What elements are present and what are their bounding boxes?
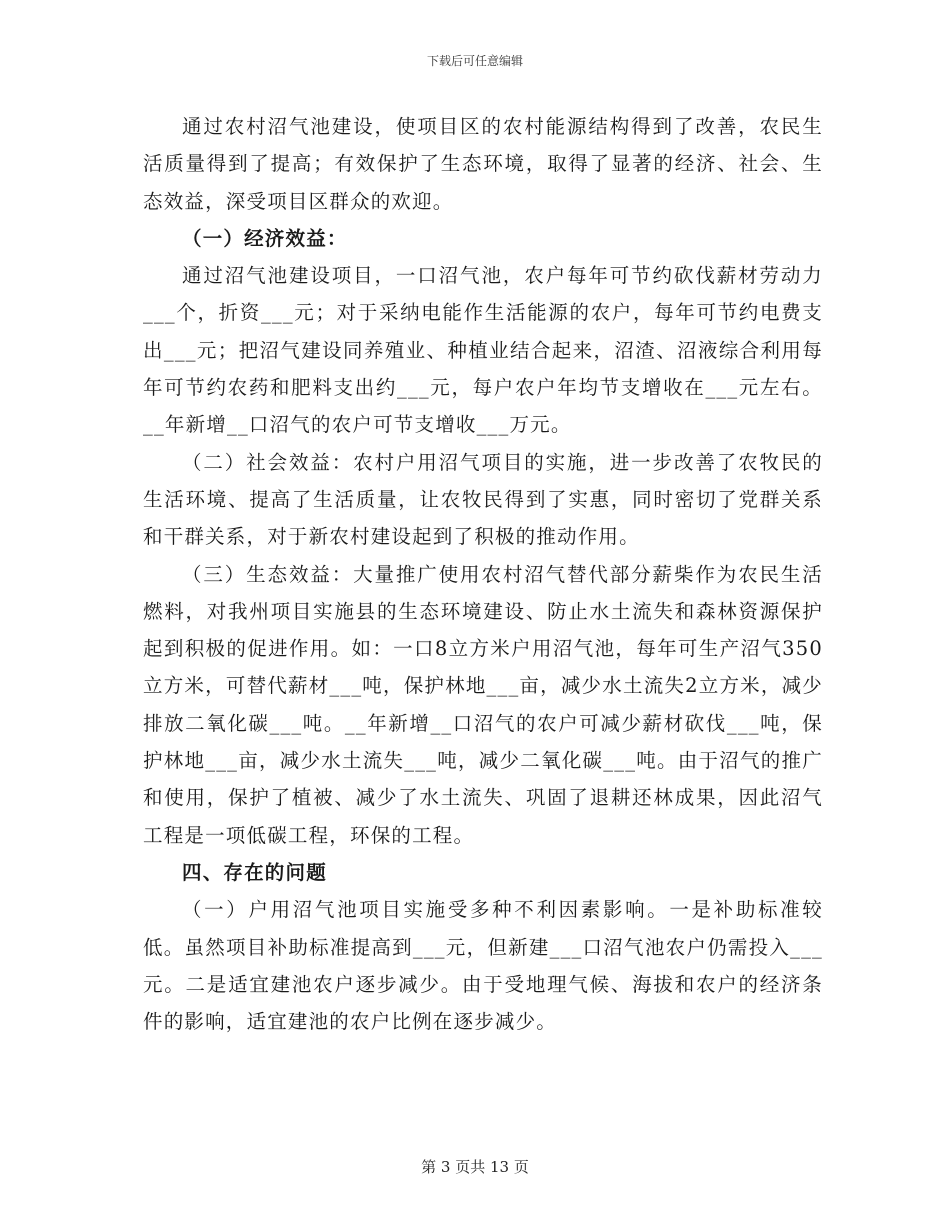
paragraph-ecological: （三）生态效益：大量推广使用农村沼气替代部分薪柴作为农民生活燃料，对我州项目实施县的生态环境建设、防止水土流失和森林资源保护起到积极的促进作用。如：一口8立方米户用沼气池，每年可生产沼气350立方米，可替代薪材___吨，保护林地___亩，减少水土流失2立方米，减少排放二氧化碳___吨。__年新增__口沼气的农户可减少薪材砍伐___吨，保护林地___亩，减少水土流失___吨，减少二氧化碳___吨。由于沼气的推广和使用，保护了植被、减少了水土流失、巩固了退耕还林成果，因此沼气工程是一项低碳工程，环保的工程。: [143, 562, 823, 847]
section-heading-economic: （一）经济效益：: [182, 226, 348, 250]
page-number: 第 3 页共 13 页: [421, 1158, 529, 1176]
paragraph-intro: 通过农村沼气池建设，使项目区的农村能源结构得到了改善，农民生活质量得到了提高；有效保护了生态环境，取得了显著的经济、社会、生态效益，深受项目区群众的欢迎。: [143, 115, 823, 213]
paragraph-economic: 通过沼气池建设项目，一口沼气池，农户每年可节约砍伐薪材劳动力___个，折资___元；对于采纳电能作生活能源的农户，每年可节约电费支出___元；把沼气建设同养殖业、种植业结合起来，沼渣、沼液综合利用每年可节约农药和肥料支出约___元，每户农户年均节支增收在___元左右。__年新增__口沼气的农户可节支增收___万元。: [143, 264, 823, 437]
paragraph-social: （二）社会效益：农村户用沼气项目的实施，进一步改善了农牧民的生活环境、提高了生活质量，让农牧民得到了实惠，同时密切了党群关系和干群关系，对于新农村建设起到了积极的推动作用。: [143, 450, 823, 549]
paragraph-problems: （一）户用沼气池项目实施受多种不利因素影响。一是补助标准较低。虽然项目补助标准提高到___元，但新建___口沼气池农户仍需投入___元。二是适宜建池农户逐步减少。由于受地理气候、海拔和农户的经济条件的影响，适宜建池的农户比例在逐步减少。: [143, 898, 823, 1034]
page-header: 下载后可任意编辑: [426, 54, 523, 68]
section-heading-problems: 四、存在的问题: [182, 860, 327, 884]
document-body: [143, 108, 823, 1040]
